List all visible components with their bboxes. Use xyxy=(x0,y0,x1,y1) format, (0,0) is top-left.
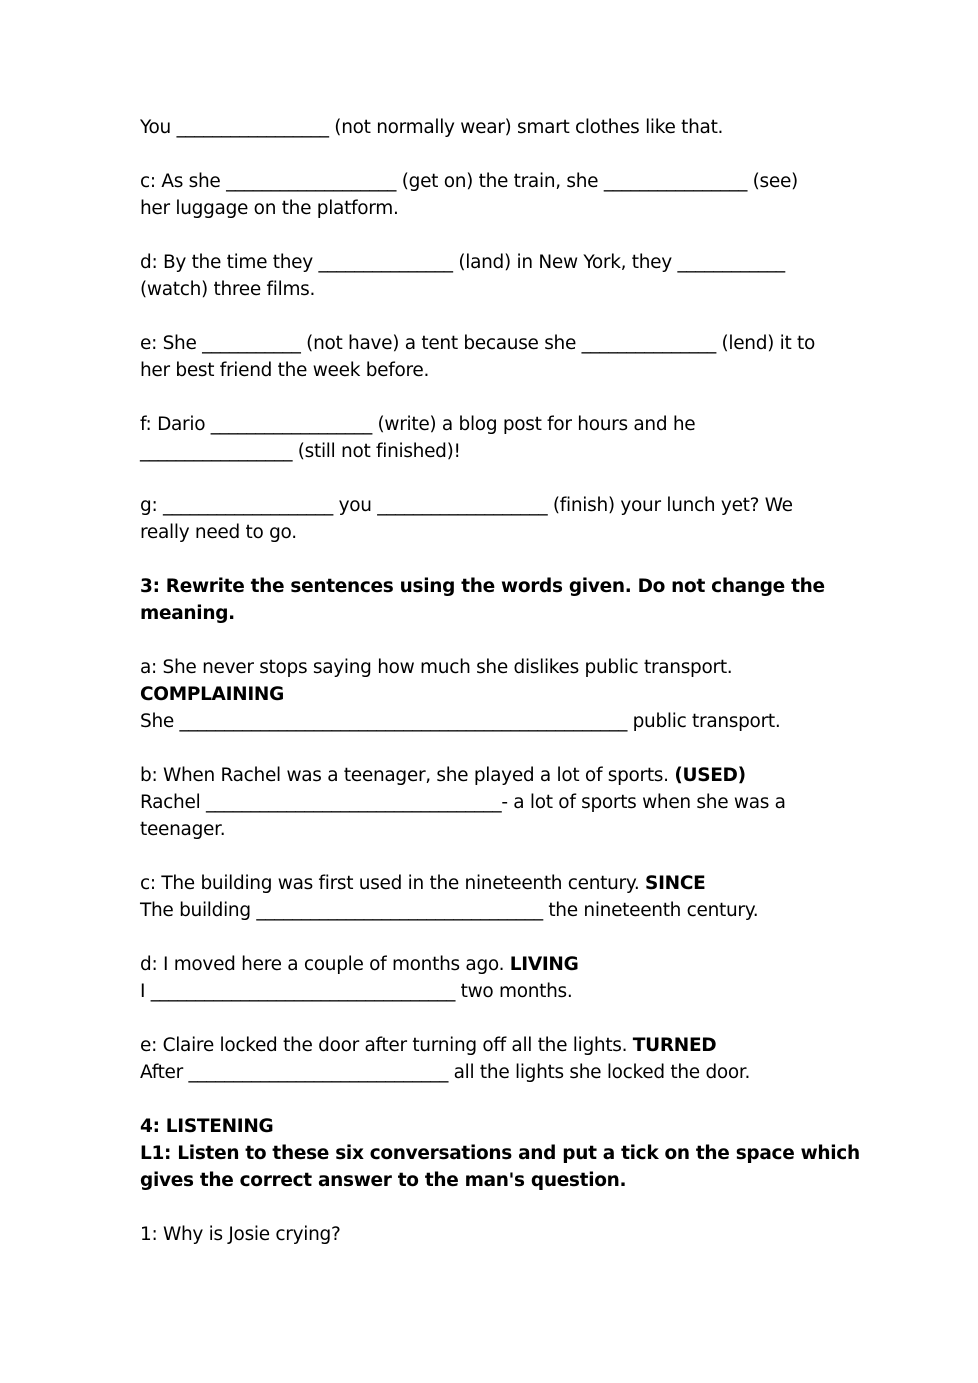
line-text: _________________ (still not finished)! xyxy=(140,441,461,462)
line-text: a: She never stops saying how much she dislikes public transport. xyxy=(140,657,733,678)
line-text: really need to go. xyxy=(140,522,297,543)
gap-fill-item-c xyxy=(140,168,948,222)
line-text: her luggage on the platform. xyxy=(140,198,399,219)
gap-fill-item-f xyxy=(140,411,948,465)
rewrite-item-a xyxy=(140,654,948,735)
line-text: 1: Why is Josie crying? xyxy=(140,1224,341,1245)
rewrite-prompt-line xyxy=(140,762,948,789)
heading-line xyxy=(140,1113,948,1140)
rewrite-answer-line xyxy=(140,708,948,735)
heading-line xyxy=(140,573,948,600)
line-text: her best friend the week before. xyxy=(140,360,430,381)
question-line xyxy=(140,1221,948,1248)
line-text: d: I moved here a couple of months ago. xyxy=(140,954,510,975)
rewrite-answer-line xyxy=(140,816,948,843)
line-text: Rachel _________________________________- a lot of sports when she was a xyxy=(140,792,786,813)
gap-fill-line xyxy=(140,249,948,276)
line-text: gives the correct answer to the man's question. xyxy=(140,1170,627,1191)
line-text: COMPLAINING xyxy=(140,684,284,705)
gap-fill-line xyxy=(140,195,948,222)
line-text: b: When Rachel was a teenager, she played a lot of sports. xyxy=(140,765,675,786)
rewrite-answer-line xyxy=(140,789,948,816)
rewrite-prompt-line xyxy=(140,951,948,978)
listening-question-1 xyxy=(140,1221,948,1248)
line-text: e: Claire locked the door after turning off all the lights. xyxy=(140,1035,633,1056)
line-text: I __________________________________ two months. xyxy=(140,981,573,1002)
rewrite-prompt-line xyxy=(140,1032,948,1059)
line-text: 4: LISTENING xyxy=(140,1116,274,1137)
gap-fill-line xyxy=(140,492,948,519)
line-text: g: ___________________ you ___________________ (finish) your lunch yet? We xyxy=(140,495,793,516)
gap-fill-item-g xyxy=(140,492,948,546)
gap-fill-line xyxy=(140,330,948,357)
line-keyword: TURNED xyxy=(632,1035,717,1056)
rewrite-item-e xyxy=(140,1032,948,1086)
rewrite-answer-line xyxy=(140,897,948,924)
line-text: d: By the time they _______________ (land) in New York, they ____________ xyxy=(140,252,785,273)
line-text: f: Dario __________________ (write) a blog post for hours and he xyxy=(140,414,696,435)
rewrite-answer-line xyxy=(140,1059,948,1086)
line-text: meaning. xyxy=(140,603,235,624)
line-text: L1: Listen to these six conversations and put a tick on the space which xyxy=(140,1143,860,1164)
heading-line xyxy=(140,600,948,627)
gap-fill-line xyxy=(140,519,948,546)
gap-fill-item-d xyxy=(140,249,948,303)
rewrite-answer-line xyxy=(140,978,948,1005)
line-keyword: SINCE xyxy=(645,873,706,894)
gap-fill-line xyxy=(140,411,948,438)
rewrite-item-c xyxy=(140,870,948,924)
gap-fill-line xyxy=(140,357,948,384)
rewrite-prompt-line xyxy=(140,654,948,681)
gap-fill-line xyxy=(140,168,948,195)
heading-line xyxy=(140,1140,948,1167)
line-text: teenager. xyxy=(140,819,226,840)
rewrite-item-d xyxy=(140,951,948,1005)
rewrite-keyword-line xyxy=(140,681,948,708)
gap-fill-item-b-continuation xyxy=(140,114,948,141)
gap-fill-item-e xyxy=(140,330,948,384)
line-keyword: (USED) xyxy=(674,765,746,786)
rewrite-prompt-line xyxy=(140,870,948,897)
line-text: 3: Rewrite the sentences using the words given. Do not change the xyxy=(140,576,825,597)
line-text: c: The building was first used in the nineteenth century. xyxy=(140,873,646,894)
gap-fill-line xyxy=(140,114,948,141)
line-text: (watch) three films. xyxy=(140,279,316,300)
gap-fill-line xyxy=(140,438,948,465)
line-text: After _____________________________ all the lights she locked the door. xyxy=(140,1062,751,1083)
exercise-3-heading xyxy=(140,573,948,627)
exercise-4-heading xyxy=(140,1113,948,1194)
line-text: e: She ___________ (not have) a tent because she _______________ (lend) it to xyxy=(140,333,816,354)
line-text: You _________________ (not normally wear) smart clothes like that. xyxy=(140,117,724,138)
heading-line xyxy=(140,1167,948,1194)
line-text: The building ________________________________ the nineteenth century. xyxy=(140,900,759,921)
line-text: c: As she ___________________ (get on) the train, she ________________ (see) xyxy=(140,171,798,192)
line-keyword: LIVING xyxy=(509,954,579,975)
gap-fill-line xyxy=(140,276,948,303)
line-text: She __________________________________________________ public transport. xyxy=(140,711,781,732)
rewrite-item-b xyxy=(140,762,948,843)
